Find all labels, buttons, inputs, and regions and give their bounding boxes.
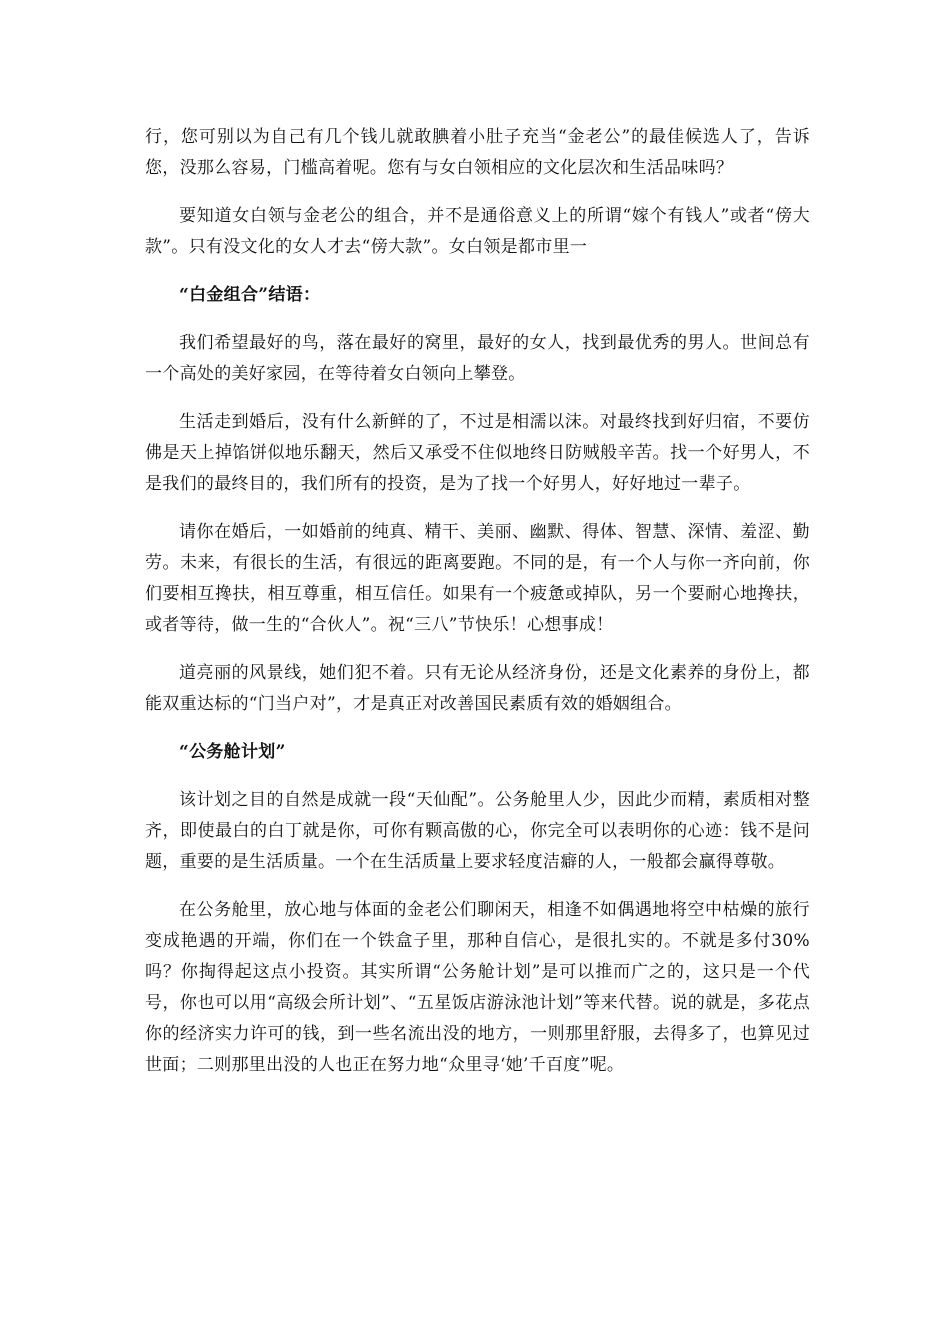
paragraph-4: 生活走到婚后，没有什么新鲜的了，不过是相濡以沫。对最终找到好归宿，不要仿佛是天上掉馅饼似地乐翻天，然后又承受不住似地终日防贼般辛苦。找一个好男人，不是我们的最终目的，我们所有的投资，是为了找一个好男人，好好地过一辈子。 <box>145 412 810 494</box>
section-heading-platinum-conclusion: “白金组合”结语： <box>179 285 321 305</box>
document-body <box>145 122 810 1098</box>
paragraph-7: 该计划之目的自然是成就一段“天仙配”。公务舱里人少，因此少而精，素质相对整齐，即使最白的白丁就是你，可你有颗高傲的心，你完全可以表明你的心迹：钱不是问题，重要的是生活质量。一个在生活质量上要求轻度洁癖的人，一般都会赢得尊敬。 <box>145 790 810 872</box>
section-heading-business-class-plan: “公务舱计划” <box>179 742 286 762</box>
paragraph-1: 行，您可别以为自己有几个钱儿就敢腆着小肚子充当“金老公”的最佳候选人了，告诉您，没那么容易，门槛高着呢。您有与女白领相应的文化层次和生活品味吗？ <box>145 127 810 178</box>
paragraph-6: 道亮丽的风景线，她们犯不着。只有无论从经济身份，还是文化素养的身份上，都能双重达标的“门当户对”，才是真正对改善国民素质有效的婚姻组合。 <box>145 663 810 714</box>
paragraph-2: 要知道女白领与金老公的组合，并不是通俗意义上的所谓“嫁个有钱人”或者“傍大款”。只有没文化的女人才去“傍大款”。女白领是都市里一 <box>145 206 810 257</box>
paragraph-3: 我们希望最好的鸟，落在最好的窝里，最好的女人，找到最优秀的男人。世间总有一个高处的美好家园，在等待着女白领向上攀登。 <box>145 333 810 384</box>
paragraph-5: 请你在婚后，一如婚前的纯真、精干、美丽、幽默、得体、智慧、深情、羞涩、勤劳。未来，有很长的生活，有很远的距离要跑。不同的是，有一个人与你一齐向前，你们要相互搀扶，相互尊重，相互信任。如果有一个疲惫或掉队，另一个要耐心地搀扶，或者等待，做一生的“合伙人”。祝“三八”节快乐！心想事成！ <box>145 522 810 635</box>
paragraph-8: 在公务舱里，放心地与体面的金老公们聊闲天，相逢不如偶遇地将空中枯燥的旅行变成艳遇的开端，你们在一个铁盒子里，那种自信心，是很扎实的。不就是多付30%吗？你掏得起这点小投资。其实所谓“公务舱计划”是可以推而广之的，这只是一个代号，你也可以用“高级会所计划”、“五星饭店游泳池计划”等来代替。说的就是，多花点你的经济实力许可的钱，到一些名流出没的地方，一则那里舒服，去得多了，也算见过世面；二则那里出没的人也正在努力地“众里寻‘她’千百度”呢。 <box>145 900 810 1075</box>
